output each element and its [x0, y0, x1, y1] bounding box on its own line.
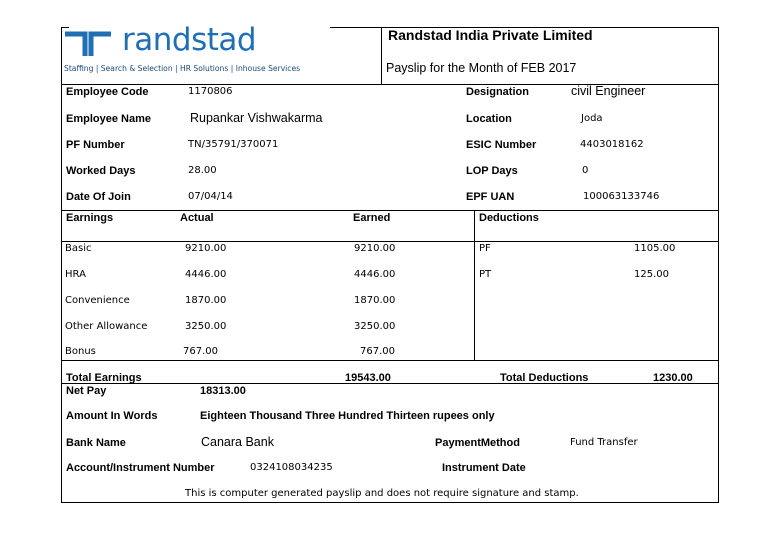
bank-name-label: Bank Name	[66, 437, 126, 449]
earning-name: Convenience	[65, 295, 130, 306]
location-value: Joda	[581, 113, 603, 124]
amount-in-words-label: Amount In Words	[66, 410, 158, 422]
actual-col-header: Actual	[180, 212, 214, 224]
total-deductions-label: Total Deductions	[500, 372, 589, 384]
earned-col-header: Earned	[353, 212, 391, 224]
employee-code-label: Employee Code	[66, 86, 149, 98]
date-of-join-value: 07/04/14	[188, 191, 233, 202]
left-border	[61, 27, 62, 503]
total-deductions-value: 1230.00	[653, 372, 693, 384]
earning-actual: 1870.00	[185, 295, 227, 306]
earning-actual: 9210.00	[185, 243, 227, 254]
pf-number-label: PF Number	[66, 139, 125, 151]
payment-method-value: Fund Transfer	[570, 437, 638, 448]
net-pay-label: Net Pay	[66, 385, 107, 397]
earning-actual: 767.00	[183, 346, 218, 357]
epf-uan-value: 100063133746	[583, 191, 660, 202]
payslip-title: Payslip for the Month of FEB 2017	[386, 61, 577, 75]
details-bottom-line	[61, 210, 719, 211]
deduction-name: PT	[479, 269, 492, 280]
earnings-col-header: Earnings	[66, 212, 114, 224]
deduction-amount: 1105.00	[634, 243, 676, 254]
payment-method-label: PaymentMethod	[435, 437, 520, 449]
net-pay-value: 18313.00	[200, 385, 246, 397]
location-label: Location	[466, 113, 512, 125]
account-number-value: 0324108034235	[250, 462, 333, 473]
total-earnings-value: 19543.00	[345, 372, 391, 384]
employee-code-value: 1170806	[188, 86, 233, 97]
earning-name: HRA	[65, 269, 86, 280]
instrument-date-label: Instrument Date	[442, 462, 526, 474]
designation-label: Designation	[466, 86, 529, 98]
earning-earned: 767.00	[360, 346, 395, 357]
lop-days-value: 0	[582, 165, 589, 176]
footer-note: This is computer generated payslip and does not require signature and stamp.	[185, 488, 579, 499]
worked-days-label: Worked Days	[66, 165, 136, 177]
rows-bottom-line	[61, 360, 719, 361]
total-earnings-label: Total Earnings	[66, 372, 142, 384]
col-header-bottom-line	[61, 241, 719, 242]
esic-number-value: 4403018162	[580, 139, 644, 150]
earning-name: Bonus	[65, 346, 96, 357]
header-divider	[381, 27, 382, 84]
esic-number-label: ESIC Number	[466, 139, 537, 151]
employee-name-value: Rupankar Vishwakarma	[190, 111, 323, 125]
earning-name: Other Allowance	[65, 321, 148, 332]
date-of-join-label: Date Of Join	[66, 191, 131, 203]
account-number-label: Account/Instrument Number	[66, 462, 215, 474]
earning-name: Basic	[65, 243, 92, 254]
table-bottom-line	[61, 502, 719, 503]
pf-number-value: TN/35791/370071	[188, 139, 279, 150]
deduction-name: PF	[479, 243, 491, 254]
randstad-logo-mark-icon	[64, 28, 112, 58]
deductions-col-header: Deductions	[479, 212, 539, 224]
employee-name-label: Employee Name	[66, 113, 151, 125]
earn-ded-divider	[474, 210, 475, 360]
earning-earned: 1870.00	[354, 295, 396, 306]
bank-name-value: Canara Bank	[201, 435, 274, 449]
lop-days-label: LOP Days	[466, 165, 518, 177]
earning-earned: 9210.00	[354, 243, 396, 254]
company-name: Randstad India Private Limited	[388, 27, 593, 43]
earning-actual: 3250.00	[185, 321, 227, 332]
logo-wordmark: randstad	[122, 22, 257, 58]
amount-in-words-value: Eighteen Thousand Three Hundred Thirteen rupees only	[200, 410, 495, 422]
designation-value: civil Engineer	[571, 84, 646, 98]
deduction-amount: 125.00	[634, 269, 669, 280]
logo-tagline: Staffing | Search & Selection | HR Solutions | Inhouse Services	[64, 64, 301, 73]
earning-earned: 3250.00	[354, 321, 396, 332]
earning-earned: 4446.00	[354, 269, 396, 280]
epf-uan-label: EPF UAN	[466, 191, 515, 203]
right-border	[718, 27, 719, 503]
worked-days-value: 28.00	[188, 165, 217, 176]
earning-actual: 4446.00	[185, 269, 227, 280]
